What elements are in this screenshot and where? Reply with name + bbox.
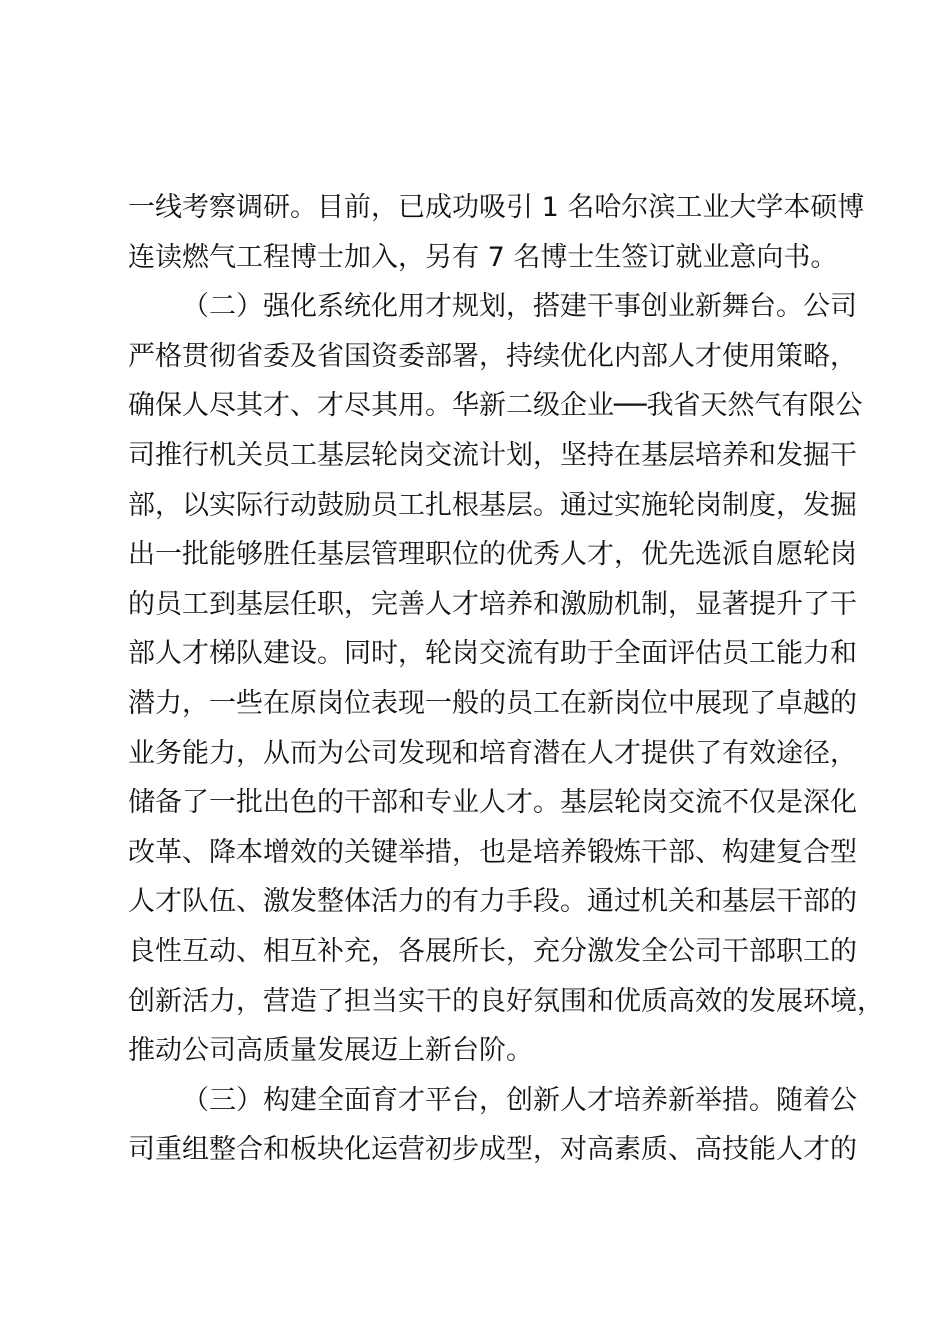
body-text [128,183,884,1175]
text-line: 创新活力，营造了担当实干的良好氛围和优质高效的发展环境， [128,985,884,1017]
text-line: 一线考察调研。目前，已成功吸引 1 名哈尔滨工业大学本硕博 [128,192,865,223]
text-line: 确保人尽其才、才尽其用。华新二级企业──我省天然气有限公 [128,390,863,422]
text-line: 人才队伍、激发整体活力的有力手段。通过机关和基层干部的 [128,886,857,918]
text-line: 部，以实际行动鼓励员工扎根基层。通过实施轮岗制度，发掘 [128,489,857,521]
text-line: 储备了一批出色的干部和专业人才。基层轮岗交流不仅是深化 [128,787,857,819]
text-line: 改革、降本增效的关键举措，也是培养锻炼干部、构建复合型 [128,836,857,868]
text-line: 出一批能够胜任基层管理职位的优秀人才，优先选派自愿轮岗 [128,539,857,571]
text-line: 严格贯彻省委及省国资委部署，持续优化内部人才使用策略， [128,340,857,372]
text-line: 司推行机关员工基层轮岗交流计划，坚持在基层培养和发掘干 [128,439,857,471]
text-line: 部人才梯队建设。同时，轮岗交流有助于全面评估员工能力和 [128,638,857,670]
text-line: 潜力，一些在原岗位表现一般的员工在新岗位中展现了卓越的 [128,687,857,719]
text-line: 业务能力，从而为公司发现和培育潜在人才提供了有效途径， [128,737,857,769]
text-line: 良性互动、相互补充，各展所长，充分激发全公司干部职工的 [128,935,857,967]
text-line: 连读燃气工程博士加入，另有 7 名博士生签订就业意向书。 [128,241,838,273]
text-line: 的员工到基层任职，完善人才培养和激励机制，显著提升了干 [128,588,857,620]
section-heading-line: （三）构建全面育才平台，创新人才培养新举措。随着公 [182,1084,857,1116]
text-line: 推动公司高质量发展迈上新台阶。 [128,1035,533,1067]
text-line: 司重组整合和板块化运营初步成型，对高素质、高技能人才的 [128,1134,857,1166]
section-heading-line: （二）强化系统化用才规划，搭建干事创业新舞台。公司 [182,291,857,323]
